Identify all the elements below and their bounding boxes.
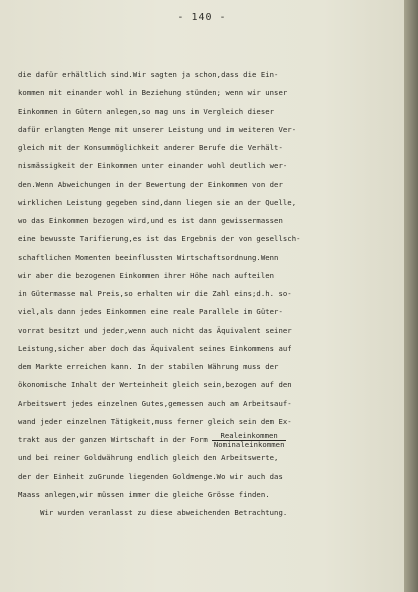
text-line: der der Einheit zuGrunde liegenden Goldmenge.Wo wir auch das (18, 471, 283, 481)
text-line: und bei reiner Goldwährung endlich gleich den Arbeitswerte, (18, 453, 279, 463)
text-line: dem Markte erreichen kann. In der stabilen Währung muss der (18, 362, 279, 371)
text-line: wir aber die bezogenen Einkommen ihrer Höhe nach aufteilen (18, 270, 275, 280)
text-line: wo das Einkommen bezogen wird,und es ist dann gewissermassen (18, 216, 283, 225)
text-line: eine bewusste Tarifierung,es ist das Ergebnis der von gesellsch- (18, 234, 301, 244)
text-line-with-fraction (18, 431, 396, 449)
text-line: wand jeder einzelnen Tätigkeit,muss ferner gleich sein dem Ex- (18, 416, 292, 426)
text-line: vorrat besitzt und jeder,wenn auch nicht das Äquivalent seiner (18, 325, 292, 335)
body-text (18, 66, 396, 522)
text-line: kommen mit einander wohl in Beziehung stünden; wenn wir unser (18, 88, 288, 98)
text-line: Maass anlegen,wir müssen immer die gleiche Grösse finden. (18, 489, 270, 499)
text-line: die dafür erhältlich sind.Wir sagten ja schon,dass die Ein- (18, 70, 279, 79)
fraction-numerator: Realeinkommen (212, 432, 287, 441)
page-number: - 140 - (177, 12, 227, 23)
text-line: Arbeitswert jedes einzelnen Gutes,gemessen auch am Arbeitsauf- (18, 398, 292, 408)
page-edge-shadow (404, 0, 418, 592)
text-span: trakt aus der ganzen Wirtschaft in der Form (18, 435, 208, 444)
fraction-denominator: Nominaleinkommen (213, 439, 285, 449)
text-line: in Gütermasse mal Preis,so erhalten wir die Zahl eins;d.h. so- (18, 289, 292, 298)
text-line: Wir wurden veranlasst zu diese abweichenden Betrachtung. (18, 508, 288, 517)
text-line: gleich mit der Konsummöglichkeit anderer Berufe die Verhält- (18, 143, 283, 152)
text-line: den.Wenn Abweichungen in der Bewertung der Einkommen von der (18, 179, 283, 189)
text-line: viel,als dann jedes Einkommen eine reale Parallele im Güter- (18, 307, 283, 317)
text-line: Leistung,sicher aber doch das Äquivalent seines Einkommens auf (18, 343, 292, 353)
text-line: Einkommen in Gütern anlegen,so mag uns im Vergleich dieser (18, 106, 275, 116)
text-line: ökonomische Inhalt der Werteinheit gleich sein,bezogen auf den (18, 380, 292, 390)
text-line: schaftlichen Momenten beeinflussten Wirtschaftsordnung.Wenn (18, 252, 279, 262)
text-line: wirklichen Leistung gegeben sind,dann liegen sie an der Quelle, (18, 197, 297, 207)
text-line: nismässigkeit der Einkommen unter einander wohl deutlich wer- (18, 161, 288, 171)
text-line: dafür erlangten Menge mit unserer Leistung und im weiteren Ver- (18, 124, 297, 134)
fraction (212, 432, 287, 449)
